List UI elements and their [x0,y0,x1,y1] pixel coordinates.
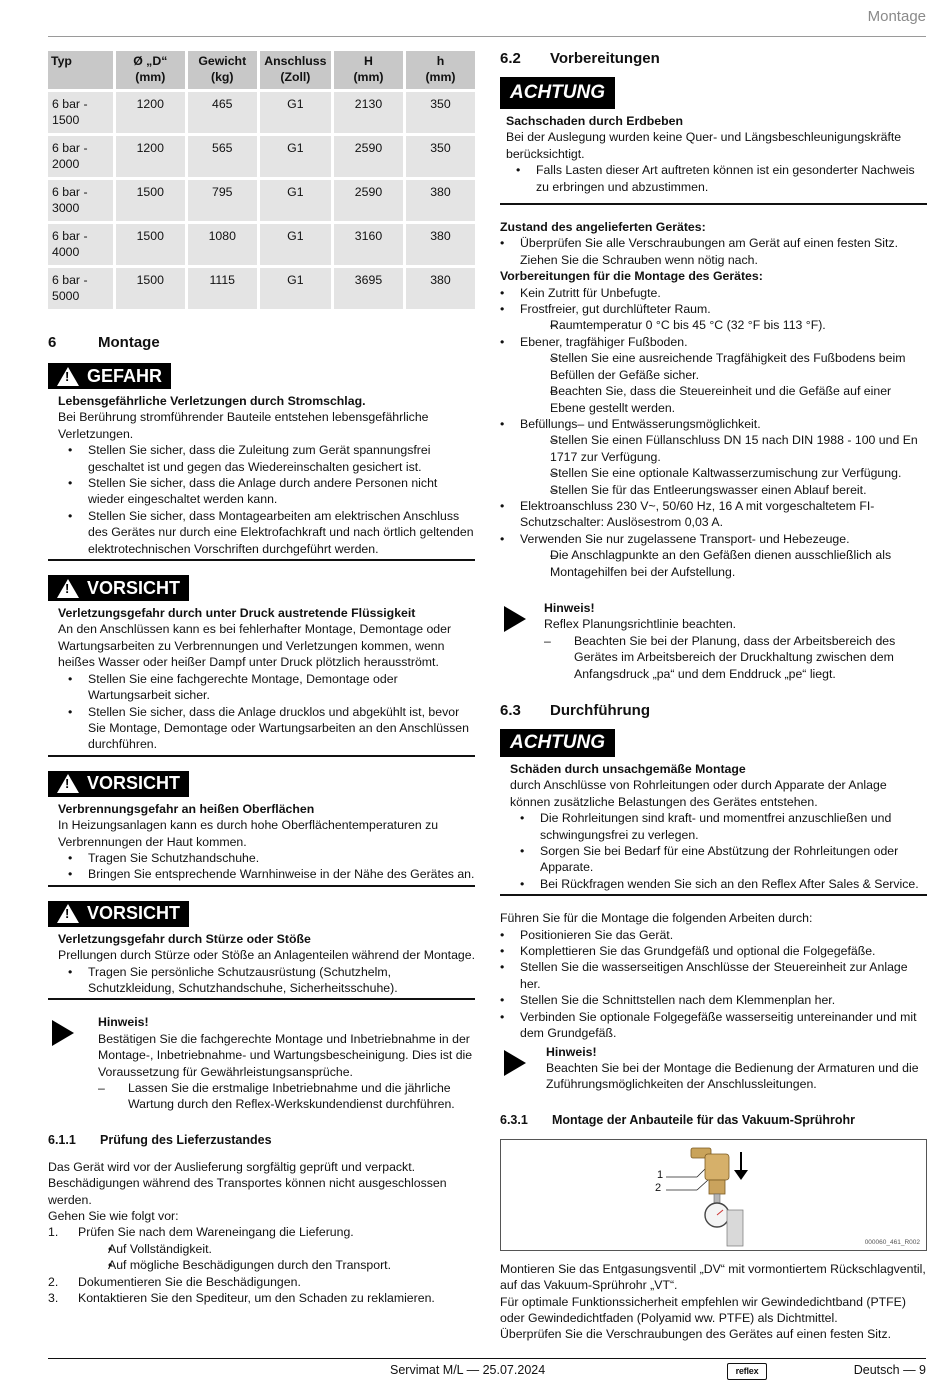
paragraph: Überprüfen Sie die Verschraubungen des Gerätes auf einen festen Sitz. [500,1327,892,1342]
hint-box [500,600,927,682]
list-item: 2. Dokumentieren Sie die Beschädigungen. [48,1274,301,1289]
left-column [48,48,475,1306]
table-cell: 565 [188,136,257,177]
list-item: • Tragen Sie Schutzhandschuhe. [58,850,475,866]
notice-signal-word: ACHTUNG [500,77,615,109]
list-item: • Stellen Sie sicher, dass die Zuleitung zum Gerät spannungsfrei geschaltet ist und gegen das Wiedereinschalten gesichert ist. [58,442,475,475]
table-cell: 1500 [116,180,185,221]
notice-text: Bei der Auslegung wurden keine Quer- und Längsbeschleunigungskräfte berücksichtigt. [506,130,902,161]
table-row [48,92,475,133]
list-item: • Verwenden Sie nur zugelassene Transport- und Hebezeuge. – Die Anschlagpunkte an den Gefäßen dienen ausschließlich als Montagehilfen bei der Aufstellung. [490,531,927,580]
hint-text: Reflex Planungsrichtlinie beachten. [544,617,737,632]
list-item: • Stellen Sie eine fachgerechte Montage, Demontage oder Wartungsarbeit sicher. [58,671,475,704]
list-item: • Kein Zutritt für Unbefugte. [490,285,927,301]
list-item: • Stellen Sie sicher, dass die Anlage durch andere Personen nicht wieder eingeschaltet werden kann. [58,475,475,508]
list-item: • Komplettieren Sie das Grundgefäß und optional die Folgegefäße. [490,943,927,959]
hint-box [48,1014,475,1112]
figure-label-2: 2 [655,1181,662,1194]
table-cell: 1200 [116,136,185,177]
table-cell: 380 [406,180,475,221]
right-column [500,48,927,1343]
caution-notice [48,605,475,757]
col-header: Anschluss (Zoll) [260,51,331,89]
footer-page-info: Deutsch — 9 [853,1363,926,1377]
type-cell: 6 bar - 5000 [48,268,113,309]
notice-box [500,761,927,896]
col-header: Gewicht (kg) [188,51,257,89]
hint-arrow-icon [504,1050,526,1076]
list-item: • Stellen Sie die Schnittstellen nach dem Klemmenplan her. [490,992,927,1008]
footer-divider [48,1358,926,1359]
list-item: 3. Kontaktieren Sie den Spediteur, um den Schaden zu reklamieren. [48,1291,435,1306]
table-cell: G1 [260,92,331,133]
caution-signal-word: ! VORSICHT [48,901,189,927]
list-item: • Tragen Sie persönliche Schutzausrüstung (Schutzhelm, Schutzkleidung, Schutzhandschuhe, Sicherheitsschuhe). [58,964,475,997]
notice-box [500,113,927,205]
list-item: – Lassen Sie die erstmalige Inbetriebnahme und die jährliche Wartung durch den Reflex-Werkskundendienst durchführen. [98,1080,475,1113]
table-cell: 2130 [334,92,403,133]
steps-list [48,1224,475,1306]
notice-text: Prellungen durch Stürze oder Stöße an Anlagenteilen während der Montage. [58,948,476,963]
vacuum-spray-pipe-illustration [501,1140,926,1248]
notice-text: In Heizungsanlagen kann es durch hohe Oberflächentemperaturen zu Verbrennungen der Haut kommen. [58,818,439,849]
list-item: – Raumtemperatur 0 °C bis 45 °C (32 °F bis 113 °F). [520,317,927,333]
table-cell: G1 [260,224,331,265]
table-cell: 3160 [334,224,403,265]
list-item: • Ebener, tragfähiger Fußboden. – Stellen Sie eine ausreichende Tragfähigkeit des Fußbodens beim Befüllen der Gefäße sicher. – Beachten Sie, dass die Steuereinheit und die Gefäße auf einer Ebene gestellt werden. [490,334,927,416]
spec-table [45,48,478,312]
paragraph: Gehen Sie wie folgt vor: [48,1209,179,1224]
list-item: • Elektroanschluss 230 V~, 50/60 Hz, 16 A mit vorgeschaltetem FI-Schutzschalter: Auslösestrom 0,03 A. [490,498,927,531]
hint-arrow-icon [52,1020,74,1046]
warning-triangle-icon: ! [57,904,79,923]
table-row [48,224,475,265]
subheading: Zustand des angelieferten Gerätes: [500,220,706,235]
table-row [48,136,475,177]
danger-notice [48,393,475,561]
danger-signal-word: ! GEFAHR [48,363,171,389]
notice-text: Bei Berührung stromführender Bauteile entstehen lebensgefährliche Verletzungen. [58,410,429,441]
table-cell: 350 [406,136,475,177]
notice-title: Sachschaden durch Erdbeben [506,114,683,128]
paragraph: Montieren Sie das Entgasungsventil „DV“ mit vormontiertem Rückschlagventil, auf das Vakuum-Sprührohr „VT“. [500,1261,926,1293]
table-cell: 1500 [116,224,185,265]
caution-notice [48,931,475,1001]
col-header: H (mm) [334,51,403,89]
list-item: – Stellen Sie einen Füllanschluss DN 15 nach DIN 1988 - 100 und En 1717 zur Verfügung. [520,432,927,465]
type-cell: 6 bar - 4000 [48,224,113,265]
notice-text: durch Anschlüsse von Rohrleitungen oder durch Apparate der Anlage können zusätzliche Belastungen des Gerätes entstehen. [510,778,887,809]
hint-text: Bestätigen Sie die fachgerechte Montage und Inbetriebnahme in der Montage-, Inbetriebnahme- und Wartungsbescheinigung. Dies ist die Voraussetzung für Gewährleistungsansprüche. [98,1031,473,1079]
page-header-title: Montage [867,8,926,25]
list-item: • Überprüfen Sie alle Verschraubungen am Gerät auf einen festen Sitz. Ziehen Sie die Schrauben wenn nötig nach. [490,235,927,268]
table-cell: 350 [406,92,475,133]
type-cell: 6 bar - 1500 [48,92,113,133]
section-heading-62: 6.2 Vorbereitungen [500,50,660,67]
table-cell: G1 [260,268,331,309]
list-item: – Stellen Sie eine optionale Kaltwasserzumischung zur Verfügung. [520,465,927,481]
subheading: Vorbereitungen für die Montage des Gerätes: [500,269,763,284]
list-item: – Stellen Sie eine ausreichende Tragfähigkeit des Fußbodens beim Befüllen der Gefäße sicher. [520,350,927,383]
list-item: • Auf Vollständigkeit. [78,1241,475,1257]
list-item: • Positionieren Sie das Gerät. [490,927,927,943]
hint-title: Hinweis! [98,1015,149,1030]
list-item: • Stellen Sie die wasserseitigen Anschlüsse der Steuereinheit zur Anlage her. [490,959,927,992]
table-cell: 2590 [334,180,403,221]
col-header: h (mm) [406,51,475,89]
table-row [48,268,475,309]
section-heading-611: 6.1.1 Prüfung des Lieferzustandes [48,1132,272,1147]
footer-document-info: Servimat M/L — 25.07.2024 [390,1363,546,1377]
table-row [48,180,475,221]
hint-box [500,1044,927,1093]
header-divider [48,36,926,37]
notice-signal-word: ACHTUNG [500,729,615,757]
section-heading-63: 6.3 Durchführung [500,702,650,719]
table-cell: 3695 [334,268,403,309]
reflex-logo: reflex [727,1363,767,1380]
type-cell: 6 bar - 3000 [48,180,113,221]
list-item: • Frostfreier, gut durchlüfteter Raum. – Raumtemperatur 0 °C bis 45 °C (32 °F bis 113 °F). [490,301,927,334]
warning-triangle-icon: ! [57,774,79,793]
paragraph: Führen Sie für die Montage die folgenden Arbeiten durch: [500,911,813,926]
notice-title: Schäden durch unsachgemäße Montage [510,762,746,776]
caution-notice [48,801,475,887]
caution-signal-word: ! VORSICHT [48,575,189,601]
list-item: • Falls Lasten dieser Art auftreten können ist ein gesonderter Nachweis zu erbringen und abzustimmen. [506,162,927,195]
hint-arrow-icon [504,606,526,632]
notice-title: Verletzungsgefahr durch unter Druck austretende Flüssigkeit [58,606,416,621]
list-item: 1. Prüfen Sie nach dem Wareneingang die Lieferung. • Auf Vollständigkeit. • Auf mögliche Beschädigungen durch den Transport. [48,1224,475,1273]
table-cell: 380 [406,268,475,309]
list-item: • Bringen Sie entsprechende Warnhinweise in der Nähe des Gerätes an. [58,866,475,882]
list-item: • Stellen Sie sicher, dass die Anlage drucklos und abgekühlt ist, bevor Sie Montage, Demontage oder Wartungsarbeiten an den Anschlüssen durchführen. [58,704,475,753]
notice-title: Verletzungsgefahr durch Stürze oder Stöße [58,931,311,946]
section-heading-6: 6 Montage [48,334,160,351]
table-cell: 465 [188,92,257,133]
list-item: – Die Anschlagpunkte an den Gefäßen dienen ausschließlich als Montagehilfen bei der Aufstellung. [520,547,927,580]
table-cell: 1200 [116,92,185,133]
caution-signal-word: ! VORSICHT [48,771,189,797]
list-item: – Beachten Sie, dass die Steuereinheit und die Gefäße auf einer Ebene gestellt werden. [520,383,927,416]
table-cell: 795 [188,180,257,221]
table-cell: 1115 [188,268,257,309]
list-item: • Stellen Sie sicher, dass Montagearbeiten am elektrischen Anschluss des Gerätes nur durch eine Elektrofachkraft und nach örtlich geltenden elektrotechnischen Vorschriften durchgeführt werden. [58,508,475,557]
table-cell: 380 [406,224,475,265]
table-cell: 1080 [188,224,257,265]
warning-triangle-icon: ! [57,367,79,386]
spec-table-header-row [48,51,475,89]
warning-triangle-icon: ! [57,579,79,598]
paragraph: Für optimale Funktionssicherheit empfehlen wir Gewindedichtband (PTFE) oder Gewindedichtfaden (Polyamid ww. PTFE) als Dichtmittel. [500,1294,906,1325]
table-cell: G1 [260,180,331,221]
col-header: Typ [48,51,113,89]
list-item: • Die Rohrleitungen sind kraft- und momentfrei anzuschließen und schwingungsfrei zu verlegen. [510,810,927,843]
section-heading-631: 6.3.1 Montage der Anbauteile für das Vakuum-Sprührohr [500,1112,856,1127]
notice-title: Lebensgefährliche Verletzungen durch Stromschlag. [58,394,366,408]
list-item: • Verbinden Sie optionale Folgegefäße wasserseitig untereinander und mit dem Grundgefäß. [490,1009,927,1042]
type-cell: 6 bar - 2000 [48,136,113,177]
list-item: • Befüllungs– und Entwässerungsmöglichkeit. – Stellen Sie einen Füllanschluss DN 15 nach DIN 1988 - 100 und En 1717 zur Verfügung. – Stellen Sie eine optionale Kaltwasserzumischung zur Verfügung. – Stellen Sie für das Entleerungswasser einen Ablauf bereit. [490,416,927,498]
list-item: • Auf mögliche Beschädigungen durch den Transport. [78,1257,475,1273]
figure-code: 000060_461_R002 [864,1238,920,1246]
hint-text: Beachten Sie bei der Montage die Bedienung der Armaturen und die Zuführungsmöglichkeiten der Anschlussleitungen. [546,1060,919,1092]
paragraph: Das Gerät wird vor der Auslieferung sorgfältig geprüft und verpackt. Beschädigungen während des Transportes können nicht ausgeschlossen werden. [48,1159,447,1207]
list-item: – Stellen Sie für das Entleerungswasser einen Ablauf bereit. [520,482,927,498]
table-cell: 2590 [334,136,403,177]
assembly-figure [500,1139,927,1251]
figure-label-1: 1 [657,1168,664,1181]
notice-title: Verbrennungsgefahr an heißen Oberflächen [58,801,315,816]
table-cell: G1 [260,136,331,177]
list-item: • Sorgen Sie bei Bedarf für eine Abstützung der Rohrleitungen oder Apparate. [510,843,927,876]
list-item: • Bei Rückfragen wenden Sie sich an den Reflex After Sales & Service. [510,876,927,892]
table-cell: 1500 [116,268,185,309]
hint-title: Hinweis! [546,1044,597,1059]
notice-text: An den Anschlüssen kann es bei fehlerhafter Montage, Demontage oder Wartungsarbeiten zu Verbrennungen und Verletzungen kommen, wenn heißes Wasser oder heißer Dampf unter Druck plötzlich herausströmt. [58,622,452,670]
list-item: – Beachten Sie bei der Planung, dass der Arbeitsbereich des Gerätes im Arbeitsbereich der Druckhaltung zwischen dem Anfangsdruck „pa“ und dem Enddruck „pe“ liegt. [544,633,927,682]
col-header: Ø „D“ (mm) [116,51,185,89]
hint-title: Hinweis! [544,600,595,615]
